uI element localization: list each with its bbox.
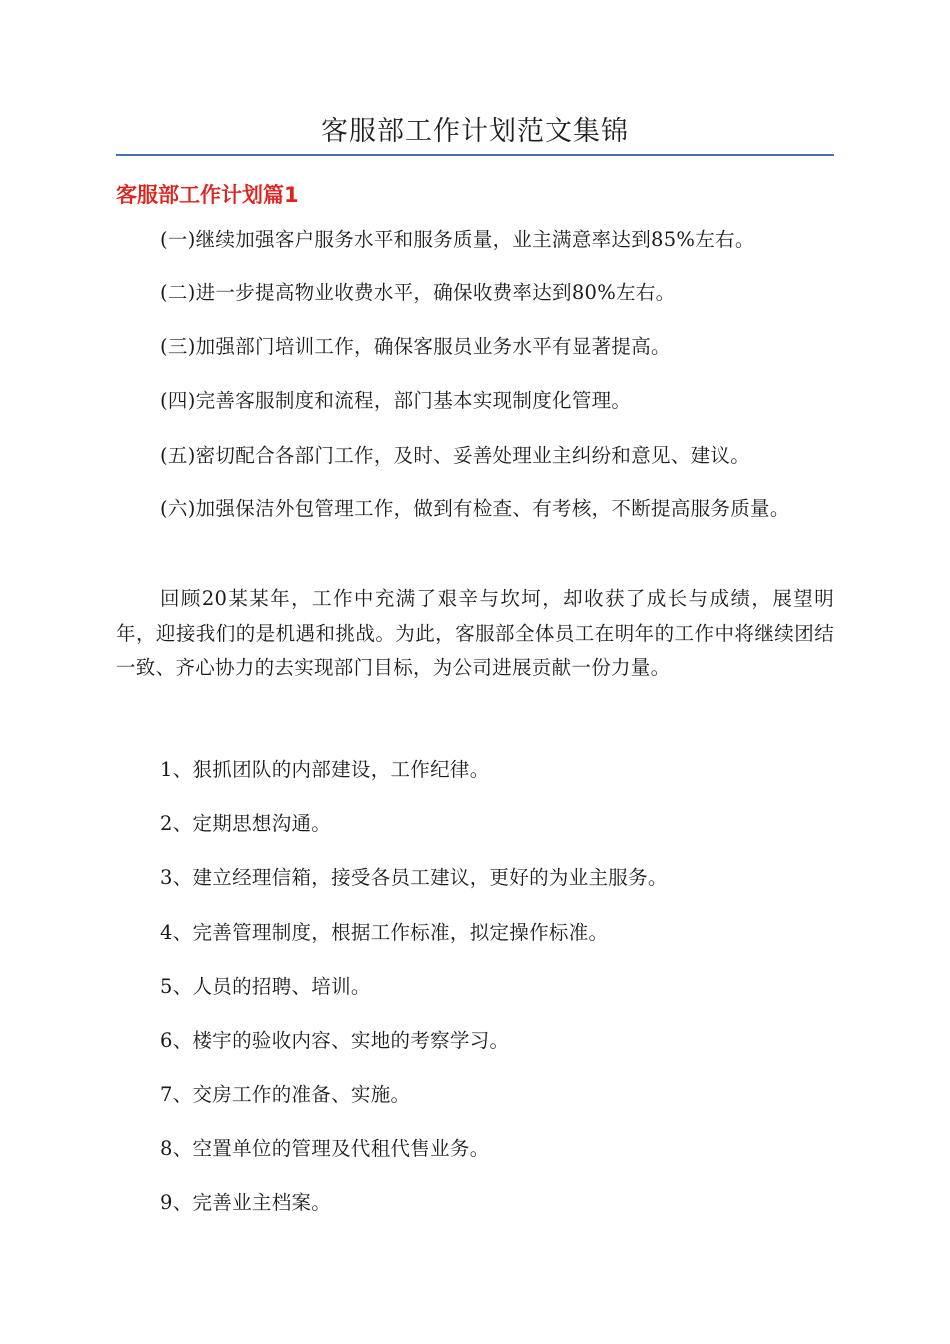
- task-item: 1、狠抓团队的内部建设，工作纪律。: [160, 758, 490, 781]
- task-item: 5、人员的招聘、培训。: [160, 975, 371, 998]
- goal-item: (三)加强部门培训工作，确保客服员业务水平有显著提高。: [160, 335, 671, 358]
- task-item: 8、空置单位的管理及代租代售业务。: [160, 1137, 490, 1160]
- goal-item: (五)密切配合各部门工作，及时、妥善处理业主纠纷和意见、建议。: [160, 444, 751, 467]
- task-item: 9、完善业主档案。: [160, 1191, 332, 1214]
- goal-item: (六)加强保洁外包管理工作，做到有检查、有考核，不断提高服务质量。: [160, 497, 790, 520]
- section-heading: 客服部工作计划篇1: [116, 183, 299, 207]
- title-underline: [116, 154, 834, 156]
- task-item: 4、完善管理制度，根据工作标准，拟定操作标准。: [160, 921, 609, 944]
- goal-item: (四)完善客服制度和流程，部门基本实现制度化管理。: [160, 389, 632, 412]
- goal-item: (一)继续加强客户服务水平和服务质量，业主满意率达到85%左右。: [160, 228, 755, 251]
- task-item: 7、交房工作的准备、实施。: [160, 1083, 411, 1106]
- task-item: 6、楼宇的验收内容、实地的考察学习。: [160, 1029, 510, 1052]
- goal-item: (二)进一步提高物业收费水平，确保收费率达到80%左右。: [160, 281, 676, 304]
- document-title: 客服部工作计划范文集锦: [321, 116, 629, 147]
- task-item: 3、建立经理信箱，接受各员工建议，更好的为业主服务。: [160, 866, 668, 889]
- task-item: 2、定期思想沟通。: [160, 812, 332, 835]
- review-paragraph: 回顾20某某年，工作中充满了艰辛与坎坷，却收获了成长与成绩，展望明年，迎接我们的是机遇和挑战。为此，客服部全体员工在明年的工作中将继续团结一致、齐心协力的去实现部门目标，为公司进展贡献一份力量。: [116, 587, 834, 679]
